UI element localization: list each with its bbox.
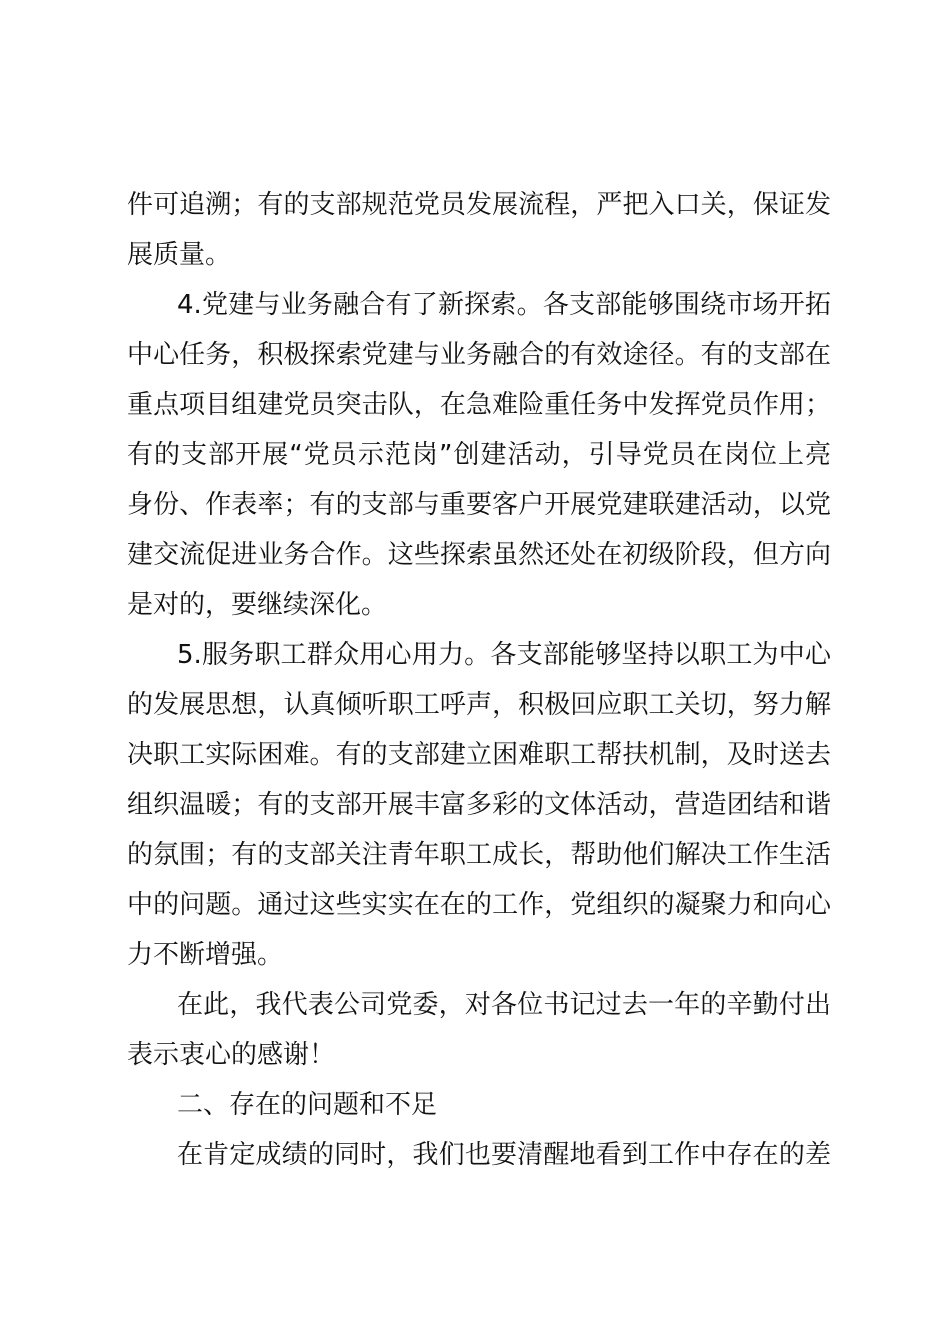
text-line: 建交流促进业务合作。这些探索虽然还处在初级阶段，但方向 — [127, 540, 831, 570]
text-line: 表示衷心的感谢！ — [127, 1040, 336, 1070]
text-line: 中心任务，积极探索党建与业务融合的有效途径。有的支部在 — [127, 340, 831, 370]
text-line: 有的支部开展“党员示范岗”创建活动，引导党员在岗位上亮 — [127, 440, 831, 470]
text-line: 展质量。 — [127, 240, 232, 270]
text-line: 是对的，要继续深化。 — [127, 590, 388, 620]
text-line: 5.服务职工群众用心用力。各支部能够坚持以职工为中心 — [177, 640, 831, 670]
text-line: 件可追溯；有的支部规范党员发展流程，严把入口关，保证发 — [127, 190, 831, 220]
text-line: 力不断增强。 — [127, 940, 284, 970]
text-line: 在肯定成绩的同时，我们也要清醒地看到工作中存在的差 — [177, 1140, 831, 1170]
text-line: 组织温暖；有的支部开展丰富多彩的文体活动，营造团结和谐 — [127, 790, 831, 820]
text-line: 中的问题。通过这些实实在在的工作，党组织的凝聚力和向心 — [127, 890, 831, 920]
text-line: 决职工实际困难。有的支部建立困难职工帮扶机制，及时送去 — [127, 740, 831, 770]
text-line: 重点项目组建党员突击队，在急难险重任务中发挥党员作用； — [127, 390, 831, 420]
text-line: 4.党建与业务融合有了新探索。各支部能够围绕市场开拓 — [177, 290, 831, 320]
text-line: 身份、作表率；有的支部与重要客户开展党建联建活动，以党 — [127, 490, 831, 520]
document-page — [127, 180, 831, 1180]
text-line: 的氛围；有的支部关注青年职工成长，帮助他们解决工作生活 — [127, 840, 831, 870]
text-line: 的发展思想，认真倾听职工呼声，积极回应职工关切，努力解 — [127, 690, 831, 720]
text-line: 在此，我代表公司党委，对各位书记过去一年的辛勤付出 — [177, 990, 831, 1020]
text-line: 二、存在的问题和不足 — [177, 1090, 438, 1120]
